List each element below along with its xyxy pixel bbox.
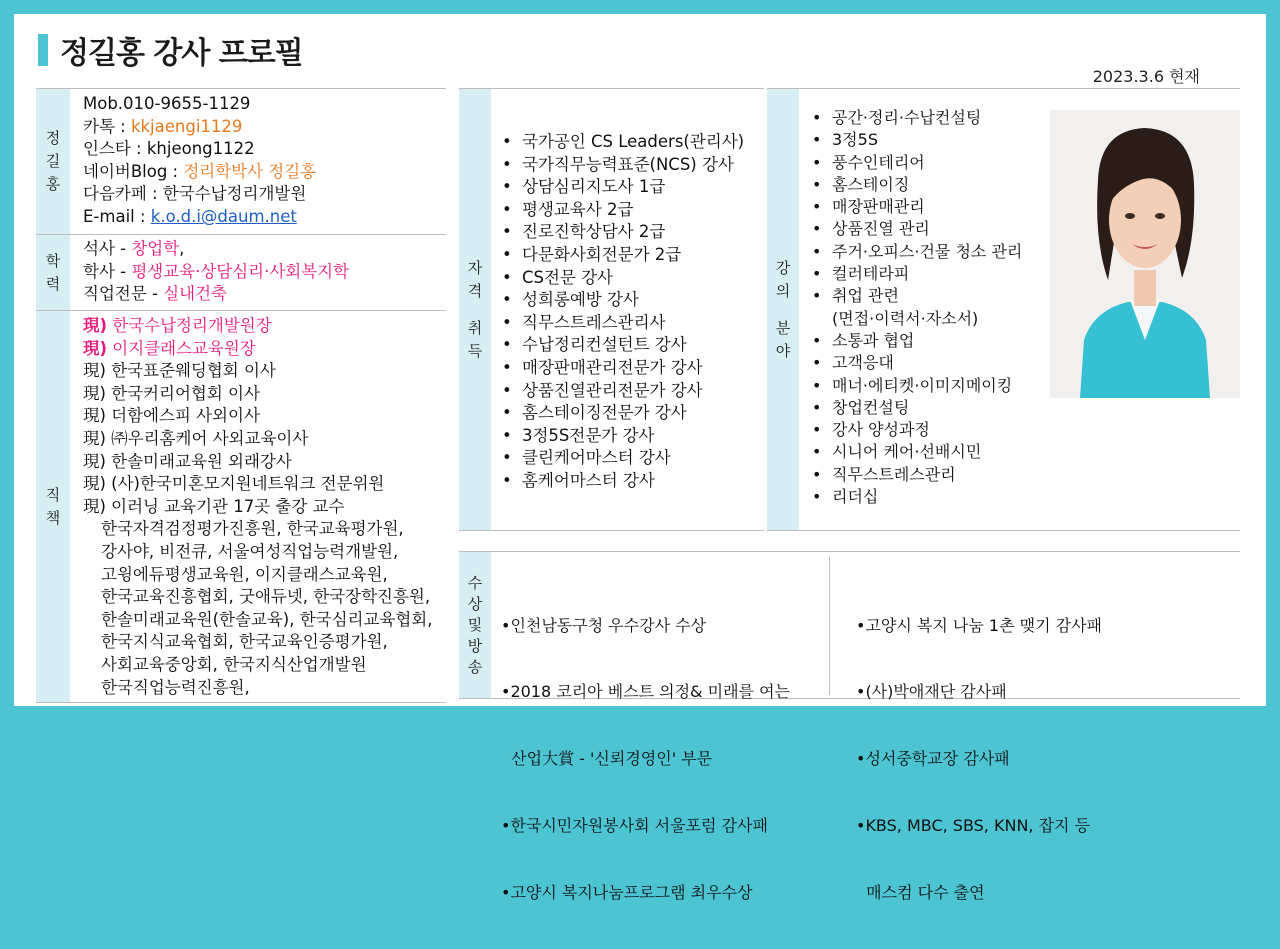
label-char: 강: [775, 258, 791, 277]
position-prefix: 現): [83, 338, 108, 358]
blog-line: [83, 161, 316, 184]
cert-item: • 상품진열관리전문가 강사: [498, 380, 744, 403]
divider: [36, 310, 446, 311]
lecture-item: • 직무스트레스관리: [808, 464, 1022, 486]
label-char: 분: [775, 318, 791, 337]
position-item: 現) 더함에스피 사외이사: [83, 406, 260, 426]
blog-name: 정리학박사 정길홍: [183, 161, 317, 181]
label-char: 취: [467, 318, 483, 337]
label-gap: [468, 303, 483, 317]
position-item: [83, 315, 432, 338]
lecture-item: • 취업 관련: [808, 285, 1022, 307]
position-item: 現) 이러닝 교육기관 17곳 출강 교수: [83, 496, 345, 516]
lecture-sub-item: (면접·이력서·자소서): [832, 308, 979, 328]
lecture-item: • 상품진열 관리: [808, 218, 1022, 240]
label-char: 방: [467, 636, 483, 655]
lecture-item: • 주거·오피스·건물 청소 관리: [808, 241, 1022, 263]
position-text: 이지클래스교육원장: [107, 338, 256, 358]
award-item: •(사)박애재단 감사패: [856, 682, 1007, 702]
position-item: 現) 한솔미래교육원 외래강사: [83, 451, 292, 471]
lectures-label: [767, 89, 799, 530]
award-item: •성서중학교장 감사패: [856, 749, 1010, 769]
cert-item: • 수납정리컨설턴트 강사: [498, 334, 744, 357]
institution-line: 한국직업능력진흥원,: [101, 677, 250, 697]
cert-item: • 성희롱예방 강사: [498, 289, 744, 312]
label-char: 및: [467, 615, 483, 634]
masters-line: [83, 238, 349, 261]
lecture-item: • 소통과 협업: [808, 330, 1022, 352]
label-gap: [776, 303, 791, 317]
lecture-item: • 3정5S: [808, 129, 1022, 151]
lecture-item: • 리더십: [808, 486, 1022, 508]
award-item: •고양시 복지 나눔 1촌 맺기 감사패: [856, 615, 1102, 635]
label-char: 홍: [45, 175, 61, 193]
cert-item: • 홈케어마스터 강사: [498, 470, 744, 493]
institution-line: 한국자격검정평가진흥원, 한국교육평가원,: [101, 519, 404, 539]
cert-item: • 직무스트레스관리사: [498, 312, 744, 335]
label-char: 격: [467, 281, 483, 300]
label-char: 득: [467, 341, 483, 360]
kakao-id: kkjaengi1129: [130, 116, 243, 136]
lecture-item: • 풍수인테리어: [808, 152, 1022, 174]
cert-item: • 3정5S전문가 강사: [498, 425, 744, 448]
awards-right-list: [856, 570, 1102, 949]
label-char: 의: [775, 281, 791, 300]
positions-list: [83, 315, 432, 699]
certs-label: [459, 89, 491, 530]
lecture-item: • 홈스테이징: [808, 174, 1022, 196]
lecture-item: • 공간·정리·수납컨설팅: [808, 107, 1022, 129]
divider: [36, 88, 446, 89]
lecture-item: • 고객응대: [808, 352, 1022, 374]
lecture-item: • 시니어 케어·선배시민: [808, 441, 1022, 463]
divider: [36, 234, 446, 235]
divider: [767, 530, 1240, 531]
label-char: 직: [45, 485, 61, 504]
position-item: 現) (사)한국미혼모지원네트워크 전문위원: [83, 474, 385, 494]
position-prefix: 現): [83, 316, 108, 335]
bachelors-line: [83, 261, 349, 284]
page-title: 정길홍 강사 프로필: [60, 36, 303, 71]
certs-list: [498, 131, 744, 493]
divider: [459, 88, 764, 89]
lecture-item: • 컬러테라피: [808, 263, 1022, 285]
award-item: •2018 코리아 베스트 의정& 미래를 여는: [501, 682, 790, 702]
lectures-list: [808, 107, 1022, 508]
cert-item: • 다문화사회전문가 2급: [498, 244, 744, 267]
degree-label: 학사 -: [83, 261, 132, 281]
title-accent-bar: [38, 34, 48, 66]
email-link[interactable]: k.o.d.i@daum.net: [150, 206, 297, 226]
award-item: 매스컴 다수 출연: [856, 883, 985, 903]
cert-item: • 국가공인 CS Leaders(관리사): [498, 131, 744, 154]
degree-comma: ,: [179, 239, 185, 258]
label-char: 력: [45, 274, 61, 293]
position-item: 現) ㈜우리홈케어 사외교육이사: [83, 428, 309, 448]
awards-column-divider: [829, 557, 830, 695]
awards-left-list: [501, 570, 790, 949]
institution-line: 한국지식교육협회, 한국교육인증평가원,: [101, 632, 388, 652]
divider: [459, 551, 1240, 552]
label-char: 야: [775, 341, 791, 360]
education-label: [36, 235, 70, 310]
degree-major: 창업학: [131, 239, 180, 258]
blog-label: 네이버Blog :: [83, 161, 184, 181]
label-char: 상: [467, 594, 483, 613]
award-item: •한국시민자원봉사회 서울포럼 감사패: [501, 816, 768, 836]
divider: [36, 702, 446, 703]
education-info: [83, 238, 349, 306]
position-item: [83, 338, 432, 361]
degree-label: 직업전문 -: [83, 284, 164, 304]
cert-item: • 상담심리지도사 1급: [498, 176, 744, 199]
degree-major: 평생교육·상담심리·사회복지학: [131, 261, 350, 281]
award-item: •KBS, MBC, SBS, KNN, 잡지 등: [856, 816, 1091, 836]
profile-slide: [14, 14, 1266, 903]
divider: [767, 88, 1240, 89]
date-stamp: 2023.3.6 현재: [1092, 67, 1200, 86]
contact-label: [36, 89, 70, 234]
contact-info: [83, 93, 316, 229]
cert-item: • CS전문 강사: [498, 267, 744, 290]
degree-major: 실내건축: [163, 284, 227, 304]
label-char: 학: [45, 251, 61, 270]
cert-item: • 매장판매관리전문가 강사: [498, 357, 744, 380]
label-char: 책: [45, 508, 61, 527]
award-item: 산업大賞 - '신뢰경영인' 부문: [501, 749, 713, 769]
awards-label: [459, 552, 491, 698]
lecture-item: • 창업컨설팅: [808, 397, 1022, 419]
divider: [459, 530, 764, 531]
cert-item: • 클린케어마스터 강사: [498, 447, 744, 470]
award-item: •인천남동구청 우수강사 수상: [501, 615, 707, 635]
email-line: [83, 206, 316, 229]
label-char: 송: [467, 657, 483, 676]
cert-item: • 국가직무능력표준(NCS) 강사: [498, 154, 744, 177]
positions-label: [36, 311, 70, 702]
position-item: 現) 한국표준웨딩협회 이사: [83, 361, 276, 381]
institution-line: 한국교육진흥협회, 굿애듀넷, 한국장학진흥원,: [101, 587, 431, 607]
profile-photo: [1050, 110, 1240, 398]
label-char: 정: [45, 129, 61, 147]
insta-line: 인스타 : khjeong1122: [83, 139, 255, 159]
kakao-label: 카톡 :: [83, 116, 131, 136]
kakao-line: [83, 116, 316, 139]
position-text: 한국수납정리개발원장: [107, 316, 272, 335]
cert-item: • 홈스테이징전문가 강사: [498, 402, 744, 425]
label-char: 수: [467, 573, 483, 592]
institution-line: 사회교육중앙회, 한국지식산업개발원: [101, 654, 367, 674]
lecture-item: • 강사 양성과정: [808, 419, 1022, 441]
mobile-number: Mob.010-9655-1129: [83, 94, 251, 113]
cert-item: • 진로진학상담사 2급: [498, 221, 744, 244]
institution-line: 고윙에듀평생교육원, 이지클래스교육원,: [101, 564, 388, 584]
award-item: •고양시 복지나눔프로그램 최우수상: [501, 883, 753, 903]
institution-line: 강사야, 비전큐, 서울여성직업능력개발원,: [101, 541, 399, 561]
vocational-line: [83, 283, 349, 306]
cert-item: • 평생교육사 2급: [498, 199, 744, 222]
lecture-item: • 매장판매관리: [808, 196, 1022, 218]
label-char: 자: [467, 258, 483, 277]
lecture-item: • 매너·에티켓·이미지메이킹: [808, 375, 1022, 397]
portrait-illustration: [1050, 110, 1240, 398]
label-char: 길: [45, 152, 61, 170]
position-item: 現) 한국커리어협회 이사: [83, 383, 260, 403]
email-label: E-mail :: [83, 206, 151, 226]
institution-line: 한솔미래교육원(한솔교육), 한국심리교육협회,: [101, 609, 433, 629]
degree-label: 석사 -: [83, 239, 132, 258]
cafe-line: 다음카페 : 한국수납정리개발원: [83, 184, 307, 204]
